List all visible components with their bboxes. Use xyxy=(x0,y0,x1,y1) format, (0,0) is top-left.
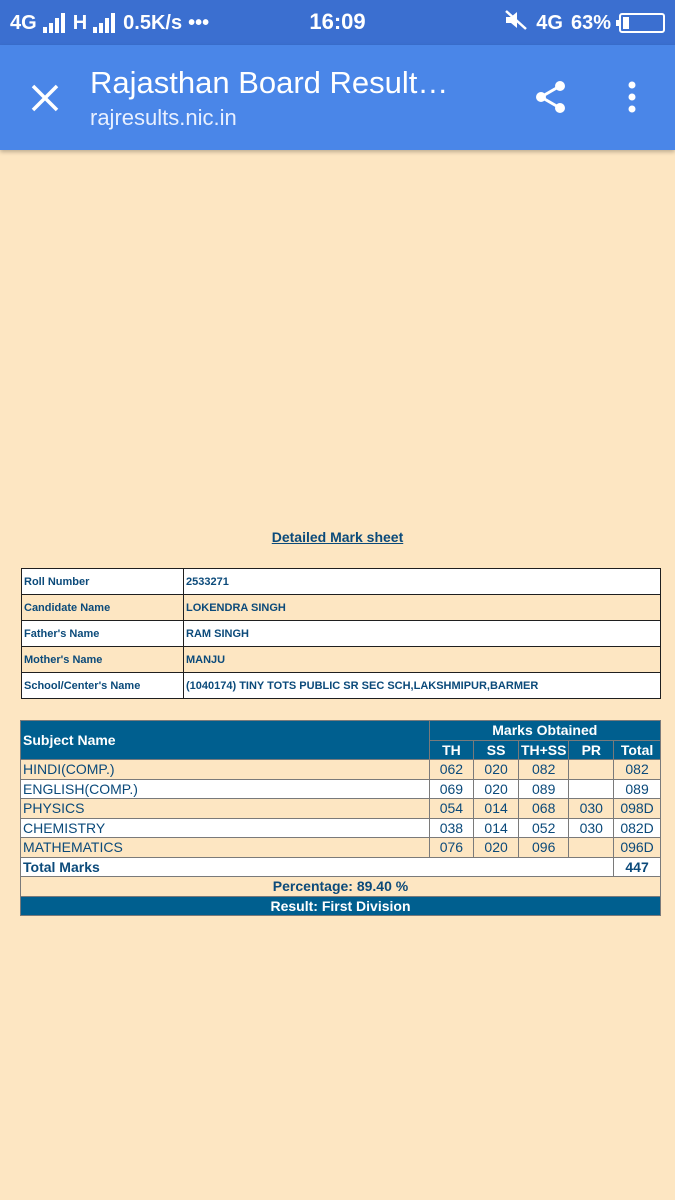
subject-name: MATHEMATICS xyxy=(21,838,430,858)
close-button[interactable] xyxy=(20,73,70,123)
thss-marks: 082 xyxy=(518,760,569,780)
subject-name: PHYSICS xyxy=(21,799,430,819)
col-th-header: TH xyxy=(429,740,474,760)
col-thss-header: TH+SS xyxy=(518,740,569,760)
info-row xyxy=(22,621,661,647)
info-label: Father's Name xyxy=(22,621,184,647)
col-ss-header: SS xyxy=(474,740,519,760)
subject-name: HINDI(COMP.) xyxy=(21,760,430,780)
result-row xyxy=(21,896,661,916)
thss-marks: 096 xyxy=(518,838,569,858)
info-label: Candidate Name xyxy=(22,595,184,621)
share-icon xyxy=(533,79,569,115)
subject-name: CHEMISTRY xyxy=(21,818,430,838)
network-type-2: H xyxy=(72,11,88,34)
info-label: Mother's Name xyxy=(22,647,184,673)
network-type-1: 4G xyxy=(10,11,37,34)
more-vert-icon xyxy=(627,80,637,114)
more-options-button[interactable] xyxy=(612,74,652,120)
th-marks: 069 xyxy=(429,779,474,799)
detailed-marksheet-link[interactable]: Detailed Mark sheet xyxy=(271,529,404,545)
table-row xyxy=(21,779,661,799)
marks-table xyxy=(20,720,661,916)
ss-marks: 020 xyxy=(474,760,519,780)
info-label: Roll Number xyxy=(22,569,184,595)
subject-name: ENGLISH(COMP.) xyxy=(21,779,430,799)
info-row xyxy=(22,595,661,621)
info-row xyxy=(22,569,661,595)
page-url: rajresults.nic.in xyxy=(90,105,237,130)
ss-marks: 014 xyxy=(474,818,519,838)
page-title: Rajasthan Board Result… xyxy=(90,65,449,100)
network-type-3: 4G xyxy=(536,11,563,34)
close-icon xyxy=(30,83,60,113)
clock: 16:09 xyxy=(309,9,366,34)
total-marks-label: Total Marks xyxy=(21,857,614,877)
info-value: LOKENDRA SINGH xyxy=(184,595,661,621)
mute-icon xyxy=(504,9,528,37)
total-marks: 089 xyxy=(614,779,661,799)
col-pr-header: PR xyxy=(569,740,614,760)
ss-marks: 020 xyxy=(474,779,519,799)
thss-marks: 052 xyxy=(518,818,569,838)
percentage-row xyxy=(21,877,661,897)
ss-marks: 014 xyxy=(474,799,519,819)
info-value: RAM SINGH xyxy=(184,621,661,647)
status-right xyxy=(496,9,665,37)
total-marks: 082 xyxy=(614,760,661,780)
pr-marks xyxy=(569,779,614,799)
total-marks-row xyxy=(21,857,661,877)
total-marks: 082D xyxy=(614,818,661,838)
th-marks: 062 xyxy=(429,760,474,780)
table-row xyxy=(21,799,661,819)
info-value: 2533271 xyxy=(184,569,661,595)
th-marks: 076 xyxy=(429,838,474,858)
ss-marks: 020 xyxy=(474,838,519,858)
pr-marks xyxy=(569,760,614,780)
network-speed: 0.5K/s xyxy=(123,11,183,34)
info-value: MANJU xyxy=(184,647,661,673)
pr-marks: 030 xyxy=(569,818,614,838)
info-value: (1040174) TINY TOTS PUBLIC SR SEC SCH,LAKSHMIPUR,BARMER xyxy=(184,673,661,699)
pr-marks xyxy=(569,838,614,858)
total-marks-value: 447 xyxy=(614,857,661,877)
info-row xyxy=(22,647,661,673)
marksheet-heading xyxy=(0,529,675,545)
share-button[interactable] xyxy=(528,74,574,120)
th-marks: 054 xyxy=(429,799,474,819)
subject-name-header: Subject Name xyxy=(21,721,430,760)
table-row xyxy=(21,818,661,838)
marks-obtained-header: Marks Obtained xyxy=(429,721,660,741)
total-marks: 096D xyxy=(614,838,661,858)
col-total-header: Total xyxy=(614,740,661,760)
candidate-info-table xyxy=(21,568,661,699)
table-row xyxy=(21,760,661,780)
th-marks: 038 xyxy=(429,818,474,838)
info-label: School/Center's Name xyxy=(22,673,184,699)
total-marks: 098D xyxy=(614,799,661,819)
table-row xyxy=(21,838,661,858)
thss-marks: 068 xyxy=(518,799,569,819)
status-bar xyxy=(0,0,675,45)
app-bar xyxy=(0,45,675,150)
battery-icon xyxy=(619,13,665,33)
thss-marks: 089 xyxy=(518,779,569,799)
result-value: Result: First Division xyxy=(21,896,661,916)
battery-percent: 63% xyxy=(570,11,611,34)
more-notifications: ••• xyxy=(188,11,210,34)
pr-marks: 030 xyxy=(569,799,614,819)
info-row xyxy=(22,673,661,699)
percentage-value: Percentage: 89.40 % xyxy=(21,877,661,897)
marks-header-row xyxy=(21,721,661,741)
